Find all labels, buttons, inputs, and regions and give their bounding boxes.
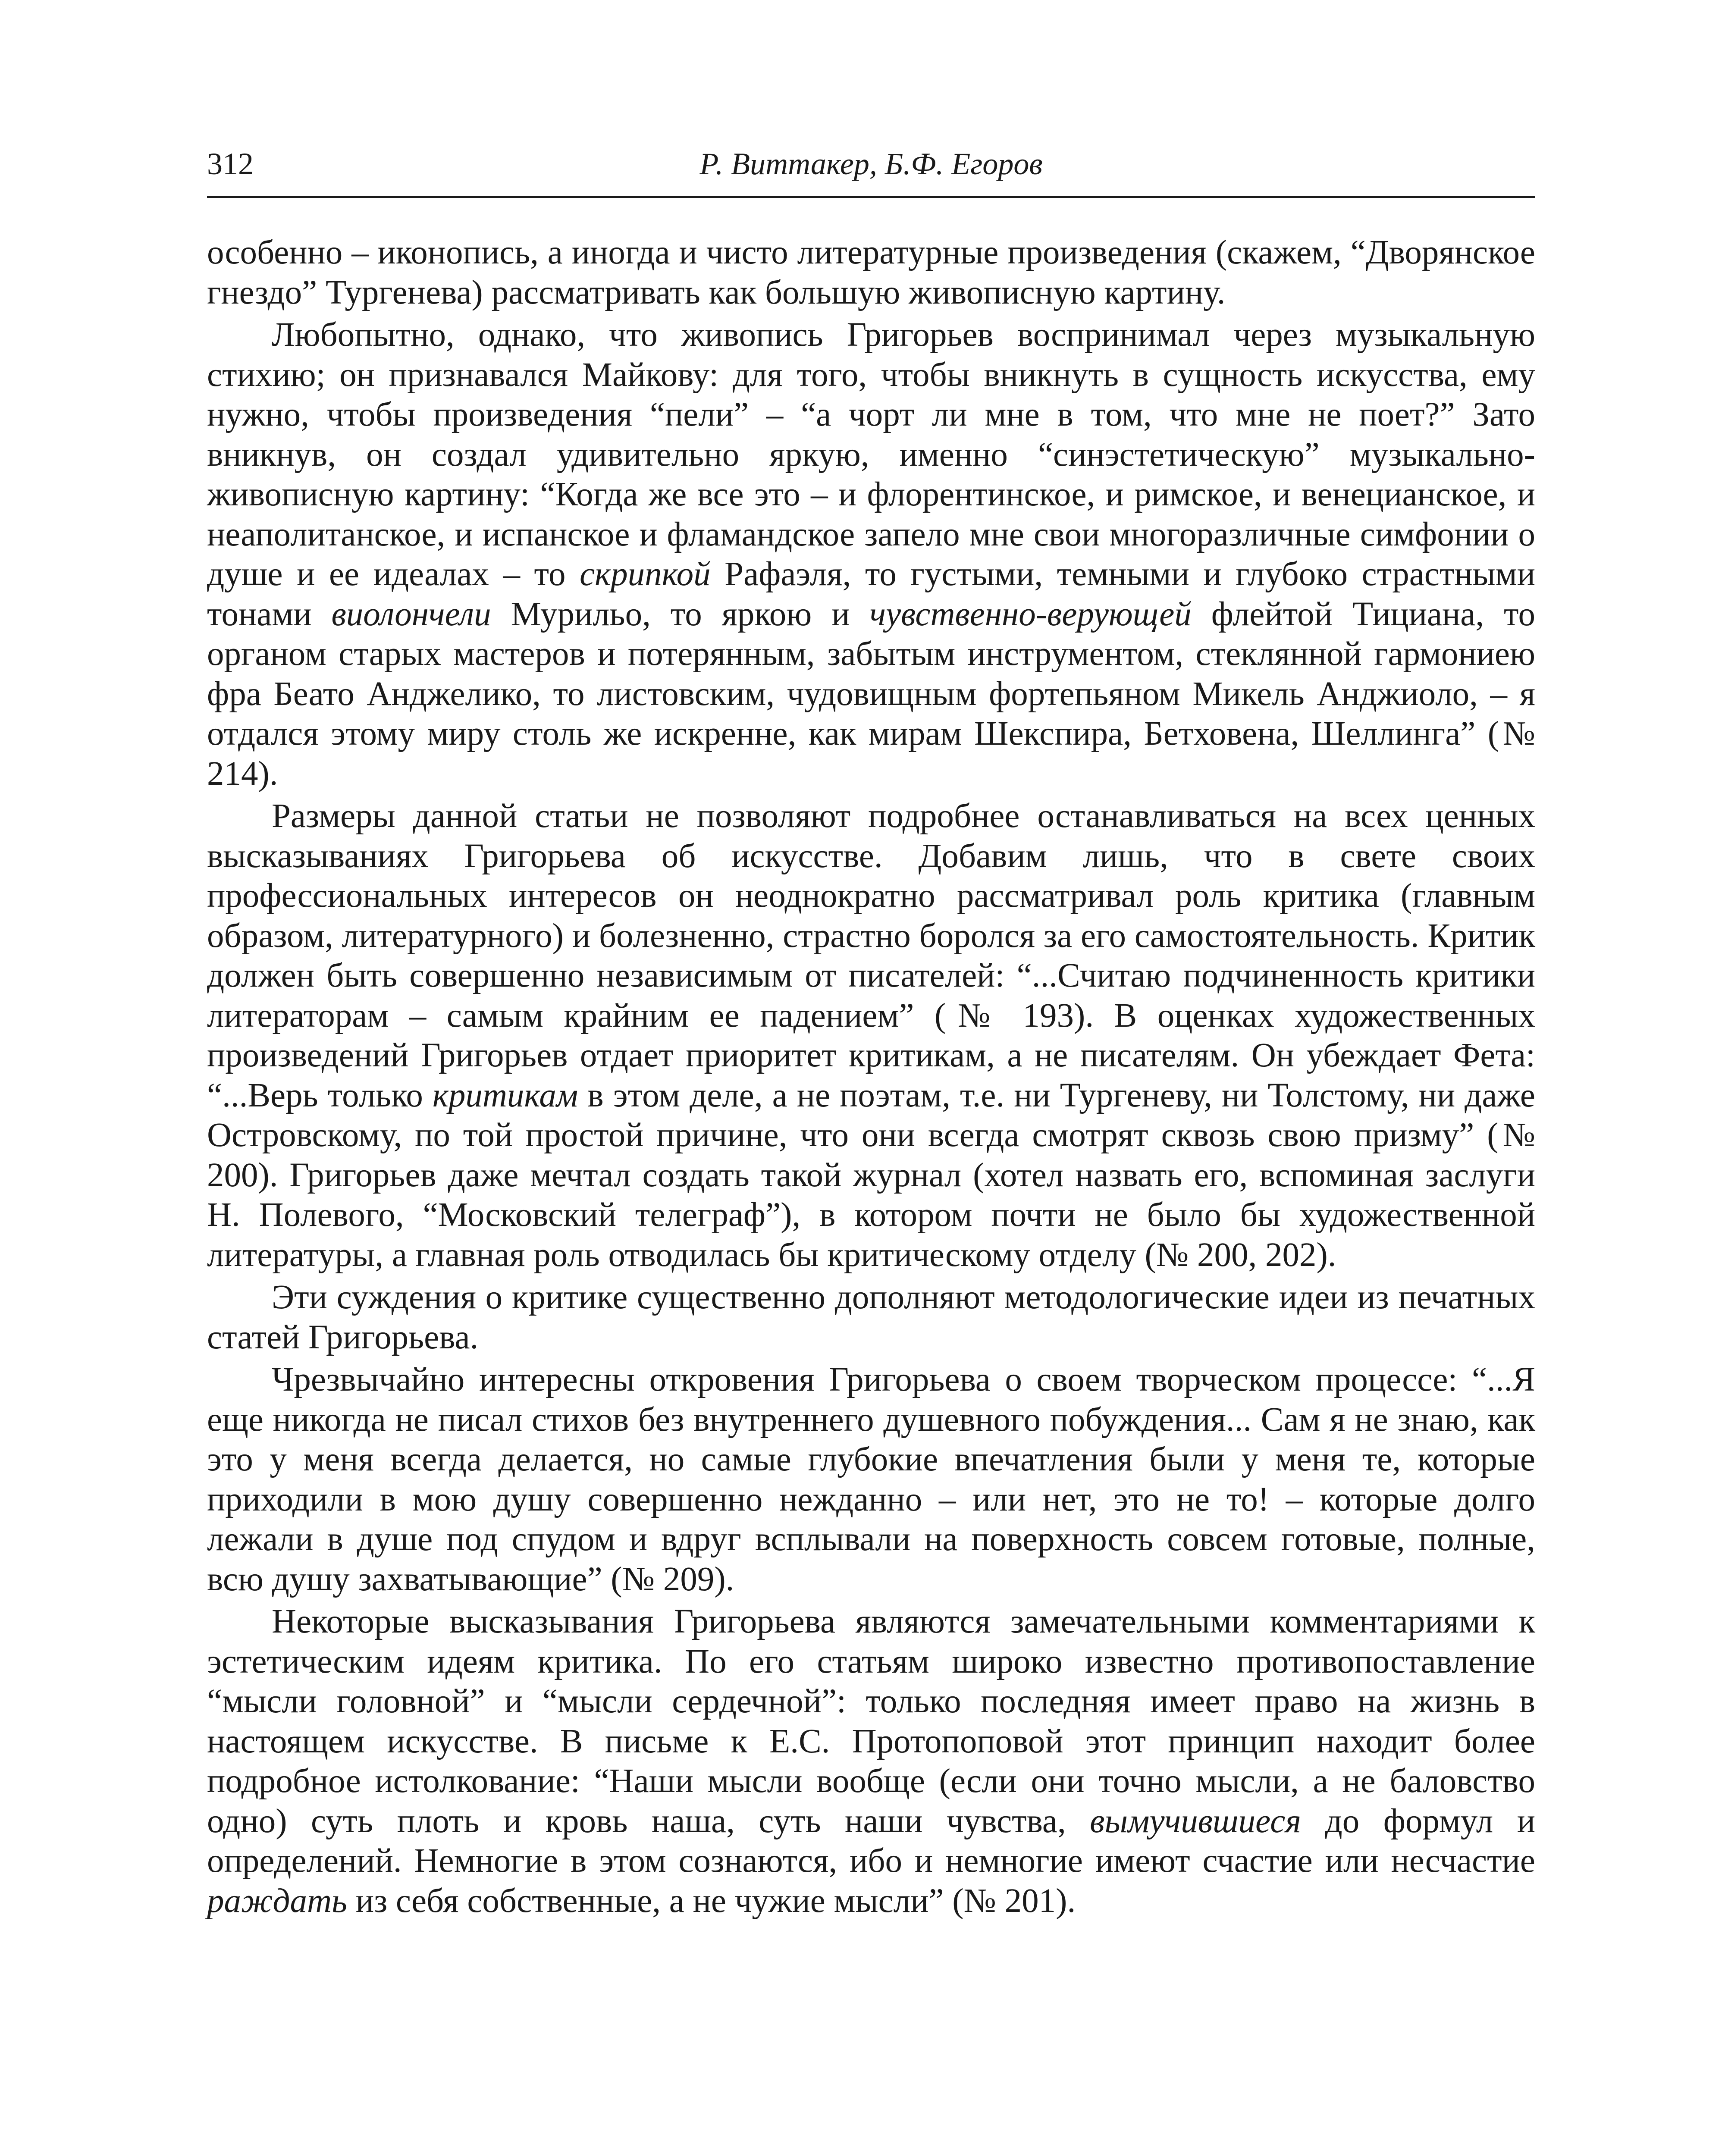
text-run: Чрезвычайно интересны откровения Григорьева о своем творческом процессе: “...Я еще никогда не писал стихов без внутреннего душевного побуждения... Сам я не знаю, как это у меня всегда делается, но самые глубокие впечатления были у меня те, которые приходили в мою душу совершенно нежданно – или нет, это не то! – которые долго лежали в душе под спудом и вдруг всплывали на поверхность совсем готовые, полные, всю душу захватывающие” (№ 209). — [207, 1361, 1535, 1598]
page-header — [207, 144, 1535, 198]
text-run: до формул и определений. Немногие в этом сознаются, ибо и немногие имеют счастие или несчастие — [207, 1802, 1535, 1880]
text-run: Рафаэля, то густыми, темными и глубоко страстными тонами — [207, 555, 1535, 633]
paragraph — [207, 796, 1535, 1275]
italic-text: вымучившиеся — [1090, 1802, 1301, 1840]
text-run: из себя собственные, а не чужие мысли” (№ 201). — [347, 1882, 1076, 1920]
paragraph — [207, 315, 1535, 794]
text-run: в этом деле, а не поэтам, т.е. ни Тургеневу, ни Толстому, ни даже Островскому, по той простой причине, что они всегда смотрят сквозь свою призму” (№ 200). Григорьев даже мечтал создать такой журнал (хотел назвать его, вспоминая заслуги Н. Полевого, “Московский телеграф”), в котором почти не было бы художественной литературы, а главная роль отводилась бы критическому отделу (№ 200, 202). — [207, 1076, 1535, 1274]
running-title: Р. Виттакер, Б.Ф. Егоров — [699, 147, 1043, 181]
paragraph — [207, 233, 1535, 313]
text-run: флейтой Тициана, то органом старых мастеров и потерянным, забытым инструментом, стеклянной гармониею фра Беато Анджелико, то листовским, чудовищным фортепьяном Микель Анджиоло, – я отдался этому миру столь же искренне, как мирам Шекспира, Бетховена, Шеллинга” (№ 214). — [207, 595, 1535, 793]
text-run: Некоторые высказывания Григорьева являются замечательными комментариями к эстетическим идеям критика. По его статьям широко известно противопоставление “мысли головной” и “мысли сердечной”: только последняя имеет право на жизнь в настоящем искусстве. В письме к Е.С. Протопоповой этот принцип находит более подробное истолкование: “Наши мысли вообще (если они точно мысли, а не баловство одно) суть плоть и кровь наша, суть наши чувства, — [207, 1603, 1535, 1840]
italic-text: раждать — [207, 1882, 347, 1920]
text-run: особенно – иконопись, а иногда и чисто литературные произведения (скажем, “Дворянское гнездо” Тургенева) рассматривать как большую живописную картину. — [207, 234, 1535, 311]
page-number: 312 — [207, 147, 254, 181]
italic-text: чувственно-верующей — [869, 595, 1192, 633]
text-run: Любопытно, однако, что живопись Григорьев воспринимал через музыкальную стихию; он признавался Майкову: для того, чтобы вникнуть в сущность искусства, ему нужно, чтобы произведения “пели” – “а чорт ли мне в том, что мне не поет?” Зато вникнув, он создал удивительно яркую, именно “синэстетическую” музыкально-живописную картину: “Когда же все это – и флорентинское, и римское, и венецианское, и неаполитанское, и испанское и фламандское запело мне свои многоразличные симфонии о душе и ее идеалах – то — [207, 316, 1535, 593]
body-text — [207, 233, 1535, 1924]
paragraph — [207, 1360, 1535, 1599]
text-run: Эти суждения о критике существенно дополняют методологические идеи из печатных статей Григорьева. — [207, 1279, 1535, 1356]
italic-text: скрипкой — [580, 555, 711, 593]
italic-text: виолончели — [331, 595, 491, 633]
text-run: Размеры данной статьи не позволяют подробнее останавливаться на всех ценных высказываниях Григорьева об искусстве. Добавим лишь, что в свете своих профессиональных интересов он неоднократно рассматривал роль критика (главным образом, литературного) и болезненно, страстно боролся за его самостоятельность. Критик должен быть совершенно независимым от писателей: “...Считаю подчиненность критики литераторам – самым крайним ее падением” (№ 193). В оценках художественных произведений Григорьев отдает приоритет критикам, а не писателям. Он убеждает Фета: “...Верь только — [207, 797, 1535, 1114]
paragraph — [207, 1278, 1535, 1357]
paragraph — [207, 1602, 1535, 1921]
italic-text: критикам — [432, 1076, 578, 1114]
text-run: Мурильо, то яркою и — [491, 595, 870, 633]
